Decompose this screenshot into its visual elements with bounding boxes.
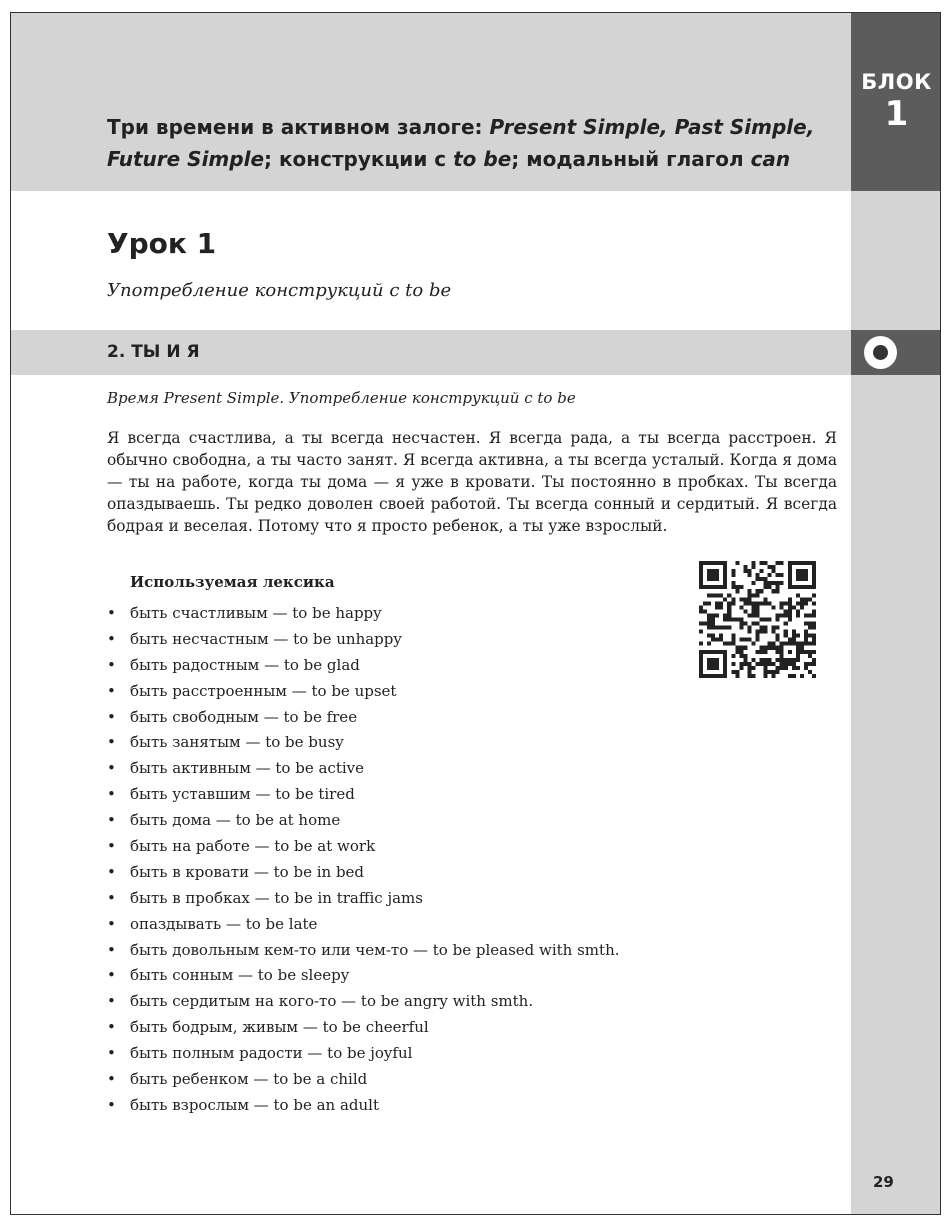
vocab-item [107, 912, 620, 938]
vocab-item [107, 989, 620, 1015]
block-title-can: can [750, 147, 791, 171]
vocab-item-text: быть в пробках — to be in traffic jams [130, 888, 423, 907]
vocab-item-text: быть в кровати — to be in bed [130, 862, 365, 881]
vocab-item [107, 653, 620, 679]
section-title: 2. ТЫ И Я [107, 342, 200, 362]
vocab-item-text: быть радостным — to be glad [130, 655, 360, 674]
bullet-icon: • [107, 1095, 116, 1114]
vocab-item-text: быть счастливым — to be happy [130, 604, 382, 622]
block-title-to-be: to be [453, 147, 512, 171]
vocab-item-text: быть на работе — to be at work [130, 837, 376, 856]
vocab-item [107, 705, 620, 731]
vocab-item [107, 627, 620, 653]
block-title-text: Три времени в активном залоге: [107, 115, 490, 139]
vocab-item-text: быть бодрым, живым — to be cheerful [130, 1018, 429, 1037]
block-label: БЛОК [861, 70, 932, 95]
bullet-icon: • [107, 837, 116, 856]
grammar-caption: Время Present Simple. Употребление конструкций с to be [107, 389, 576, 407]
bullet-icon: • [107, 785, 116, 804]
block-title-text-3: ; модальный глагол [511, 147, 751, 171]
bullet-icon: • [107, 811, 116, 830]
story-paragraph: Я всегда счастлива, а ты всегда несчастен. Я всегда рада, а ты всегда расстроен. Я обычно свободна, а ты часто занят. Я всегда активна, а ты всегда усталый. Когда я дома — ты на работе, когда ты дома — я уже в кровати. Ты постоянно в пробках. Ты всегда опаздываешь. Ты редко доволен своей работой. Ты всегда сонный и сердитый. Я всегда бодрая и веселая. Потому что я просто ребенок, а ты уже взрослый. [107, 429, 837, 535]
side-column [851, 13, 941, 1214]
vocab-item [107, 679, 620, 705]
vocab-item [107, 938, 620, 964]
bullet-icon: • [107, 914, 116, 933]
vocab-item [107, 860, 620, 886]
qr-code-icon[interactable] [699, 561, 816, 678]
bullet-icon: • [107, 992, 116, 1011]
vocab-item [107, 834, 620, 860]
bullet-icon: • [107, 940, 116, 959]
vocab-item [107, 886, 620, 912]
vocab-item [107, 1067, 620, 1093]
bullet-icon: • [107, 759, 116, 778]
block-title-text-2: ; конструкции с [264, 147, 454, 171]
bullet-icon: • [107, 1018, 116, 1037]
vocab-item [107, 808, 620, 834]
vocab-item-text: быть довольным кем-то или чем-то — to be pleased with smth. [130, 940, 620, 959]
vocab-item [107, 730, 620, 756]
block-title-tenses: Present Simple, Past Simple, [489, 115, 815, 139]
bullet-icon: • [107, 604, 116, 622]
vocab-item-text: быть сердитым на кого-то — to be angry with smth. [130, 992, 534, 1011]
page [10, 12, 941, 1215]
vocab-item-text: быть полным радости — to be joyful [130, 1044, 413, 1063]
bullet-icon: • [107, 707, 116, 726]
vocab-list [107, 601, 620, 1119]
bullet-icon: • [107, 681, 116, 700]
bullet-icon: • [107, 862, 116, 881]
bullet-icon: • [107, 888, 116, 907]
bullet-icon: • [107, 1044, 116, 1063]
vocab-item-text: быть расстроенным — to be upset [130, 681, 397, 700]
block-number: 1 [884, 94, 909, 135]
vocab-item-text: опаздывать — to be late [130, 914, 318, 933]
vocab-item [107, 1015, 620, 1041]
block-title-line-1 [107, 111, 827, 143]
vocab-item-text: быть взрослым — to be an adult [130, 1095, 380, 1114]
vocab-item [107, 756, 620, 782]
block-title-line-2 [107, 143, 827, 175]
vocab-item [107, 1041, 620, 1067]
block-tab [851, 13, 941, 191]
target-icon [864, 336, 897, 369]
vocab-item-text: быть уставшим — to be tired [130, 785, 355, 804]
bullet-icon: • [107, 655, 116, 674]
vocab-heading: Используемая лексика [130, 573, 335, 591]
bullet-icon: • [107, 1070, 116, 1089]
bullet-icon: • [107, 629, 116, 648]
vocab-item-text: быть несчастным — to be unhappy [130, 629, 402, 648]
vocab-item-text: быть активным — to be active [130, 759, 364, 778]
vocab-item [107, 601, 620, 627]
bullet-icon: • [107, 733, 116, 752]
lesson-subtitle: Употребление конструкций с to be [107, 280, 452, 301]
vocab-item-text: быть сонным — to be sleepy [130, 966, 350, 985]
vocab-item-text: быть свободным — to be free [130, 707, 358, 726]
vocab-item-text: быть занятым — to be busy [130, 733, 344, 752]
block-title-future: Future Simple [107, 147, 265, 171]
vocab-item [107, 963, 620, 989]
block-title [107, 111, 827, 175]
bullet-icon: • [107, 966, 116, 985]
vocab-item [107, 1093, 620, 1119]
vocab-item-text: быть ребенком — to be a child [130, 1070, 368, 1089]
lesson-title: Урок 1 [107, 227, 217, 260]
page-number: 29 [873, 1173, 894, 1191]
vocab-item [107, 782, 620, 808]
vocab-item-text: быть дома — to be at home [130, 811, 341, 830]
